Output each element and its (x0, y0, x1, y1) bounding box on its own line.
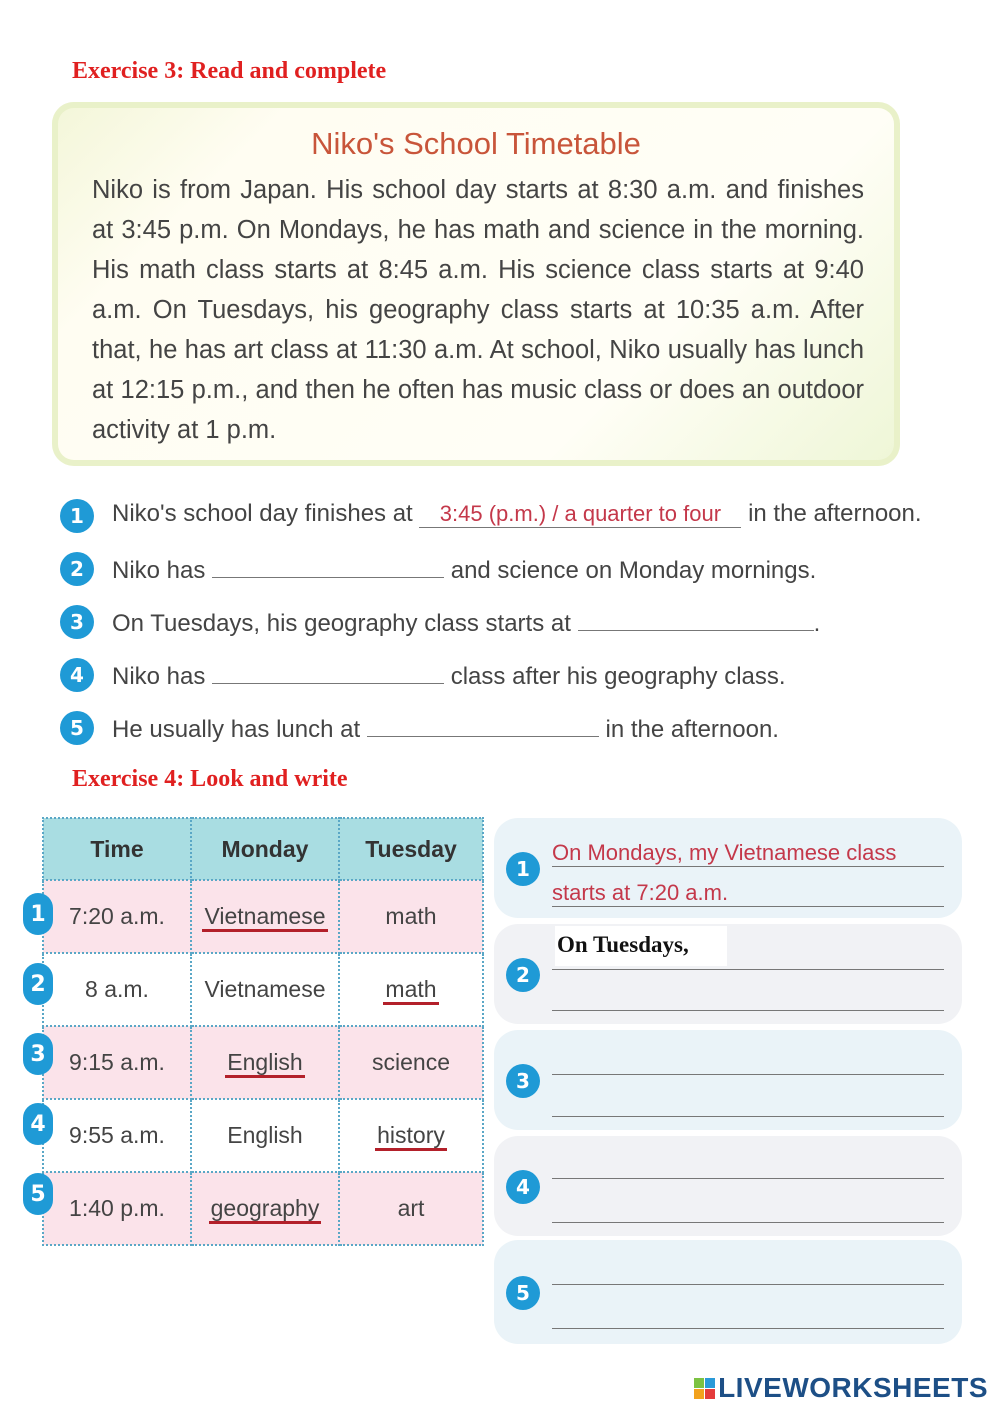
header-time: Time (43, 818, 191, 880)
answer-4-rule-2[interactable] (552, 1222, 944, 1223)
table-row (43, 1026, 483, 1099)
question-number-2: 2 (60, 552, 94, 586)
cell-time: 9:55 a.m. (43, 1099, 191, 1172)
question-number-3: 3 (60, 605, 94, 639)
answer-2-rule-1[interactable] (552, 969, 944, 970)
answer-box-3 (494, 1030, 962, 1130)
question-4 (112, 659, 786, 691)
question-5-after: in the afternoon. (605, 716, 779, 743)
answer-box-5 (494, 1240, 962, 1344)
cell-monday: Vietnamese (191, 880, 339, 953)
cell-tuesday: science (339, 1026, 483, 1099)
question-1-after: in the afternoon. (748, 500, 922, 527)
question-4-after: class after his geography class. (450, 663, 786, 690)
logo-mark-icon (694, 1378, 715, 1399)
question-3-after: . (813, 610, 821, 637)
table-row (43, 880, 483, 953)
cell-tuesday: math (339, 880, 483, 953)
answer-1-rule-1 (552, 866, 944, 867)
answer-number-5: 5 (506, 1276, 540, 1310)
brand-name: LIVEWORKSHEETS (718, 1372, 988, 1403)
answer-5-rule-1[interactable] (552, 1284, 944, 1285)
question-3 (112, 606, 820, 638)
question-3-before: On Tuesdays, his geography class starts at (112, 610, 571, 637)
answer-1-line-2: starts at 7:20 a.m. (552, 880, 729, 905)
answer-number-2: 2 (506, 958, 540, 992)
table-row (43, 953, 483, 1026)
exercise-3-title: Exercise 3: Read and complete (72, 58, 387, 84)
header-monday: Monday (191, 818, 339, 880)
question-2-after: and science on Monday mornings. (450, 557, 817, 584)
answer-box-1 (494, 818, 962, 918)
cell-monday: geography (191, 1172, 339, 1245)
answer-1-rule-2 (552, 906, 944, 907)
table-row (43, 1172, 483, 1245)
row-number-2: 2 (23, 963, 53, 1005)
question-number-4: 4 (60, 658, 94, 692)
card-title: Niko's School Timetable (311, 126, 641, 161)
answer-3-rule-2[interactable] (552, 1116, 944, 1117)
cell-monday: Vietnamese (191, 953, 339, 1026)
answer-1-line-1: On Mondays, my Vietnamese class (552, 840, 897, 865)
cell-time: 8 a.m. (43, 953, 191, 1026)
question-2-blank[interactable] (212, 553, 444, 578)
cell-monday: English (191, 1099, 339, 1172)
question-2-before: Niko has (112, 557, 206, 584)
question-2 (112, 553, 816, 585)
answer-4-rule-1[interactable] (552, 1178, 944, 1179)
question-1 (112, 500, 922, 528)
cell-tuesday: history (339, 1099, 483, 1172)
answer-number-1: 1 (506, 852, 540, 886)
answer-3-rule-1[interactable] (552, 1074, 944, 1075)
cell-tuesday: math (339, 953, 483, 1026)
cell-time: 7:20 a.m. (43, 880, 191, 953)
row-number-5: 5 (23, 1173, 53, 1215)
answer-2-rule-2[interactable] (552, 1010, 944, 1011)
question-5-blank[interactable] (367, 712, 599, 737)
question-1-before: Niko's school day finishes at (112, 500, 413, 527)
question-1-answer[interactable]: 3:45 (p.m.) / a quarter to four (419, 501, 741, 528)
question-number-1: 1 (60, 499, 94, 533)
cell-time: 1:40 p.m. (43, 1172, 191, 1245)
answer-box-4 (494, 1136, 962, 1236)
cell-tuesday: art (339, 1172, 483, 1245)
table-row (43, 1099, 483, 1172)
answer-number-3: 3 (506, 1064, 540, 1098)
answer-5-rule-2[interactable] (552, 1328, 944, 1329)
exercise-4-title: Exercise 4: Look and write (72, 766, 348, 792)
answer-number-4: 4 (506, 1170, 540, 1204)
row-number-1: 1 (23, 893, 53, 935)
question-3-blank[interactable] (578, 606, 814, 631)
reading-card (52, 102, 900, 466)
question-4-before: Niko has (112, 663, 206, 690)
cell-monday: English (191, 1026, 339, 1099)
liveworksheets-logo (694, 1372, 988, 1404)
row-number-4: 4 (23, 1103, 53, 1145)
timetable (42, 817, 484, 1246)
question-number-5: 5 (60, 711, 94, 745)
cell-time: 9:15 a.m. (43, 1026, 191, 1099)
question-4-blank[interactable] (212, 659, 444, 684)
answer-2-input[interactable]: On Tuesdays, (555, 926, 727, 966)
card-text: Niko is from Japan. His school day starts at 8:30 a.m. and finishes at 3:45 p.m. On Mondays, he has math and science in the morning. His math class starts at 8:45 a.m. His science class starts at 9:40 a.m. On Tuesdays, his geography class starts at 10:35 a.m. After that, he has art class at 11:30 a.m. At school, Niko usually has lunch at 12:15 p.m., and then he often has music class or does an outdoor activity at 1 p.m. (92, 176, 864, 444)
row-number-3: 3 (23, 1033, 53, 1075)
question-5-before: He usually has lunch at (112, 716, 361, 743)
question-5 (112, 712, 779, 744)
header-tuesday: Tuesday (339, 818, 483, 880)
